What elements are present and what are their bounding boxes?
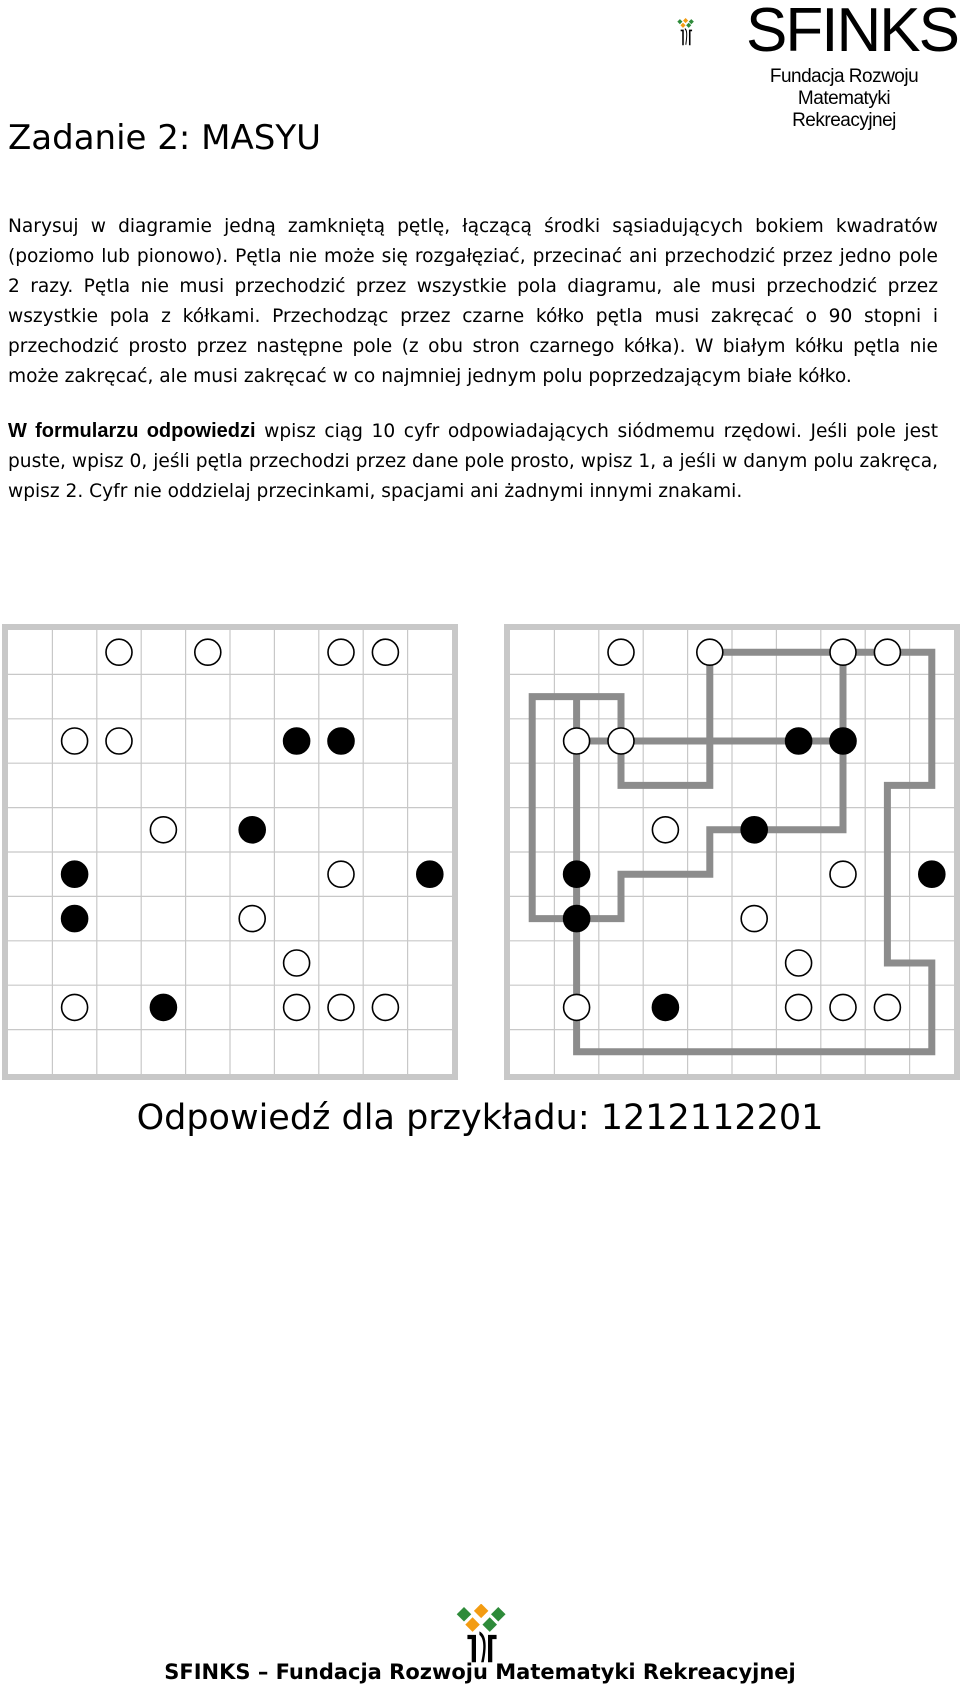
white-circle bbox=[830, 994, 856, 1020]
black-circle bbox=[62, 861, 88, 887]
page-title: Zadanie 2: MASYU bbox=[8, 118, 321, 158]
white-circle bbox=[830, 639, 856, 665]
white-circle bbox=[652, 817, 678, 843]
brand-name: SFINKS bbox=[746, 0, 958, 65]
black-circle bbox=[417, 861, 443, 887]
example-answer: Odpowiedź dla przykładu: 1212112201 bbox=[136, 1098, 824, 1138]
white-circle bbox=[830, 861, 856, 887]
black-circle bbox=[328, 728, 354, 754]
black-circle bbox=[62, 906, 88, 932]
white-circle bbox=[106, 728, 132, 754]
white-circle bbox=[328, 861, 354, 887]
brand-subtitle-line2: Matematyki Rekreacyjnej bbox=[792, 88, 896, 131]
sfinks-logo-icon bbox=[676, 4, 746, 60]
white-circle bbox=[786, 994, 812, 1020]
black-circle bbox=[150, 994, 176, 1020]
white-circle bbox=[62, 994, 88, 1020]
black-circle bbox=[830, 728, 856, 754]
answer-instructions-paragraph bbox=[8, 416, 938, 507]
white-circle bbox=[786, 950, 812, 976]
white-circle bbox=[372, 639, 398, 665]
white-circle bbox=[372, 994, 398, 1020]
white-circle bbox=[284, 994, 310, 1020]
black-circle bbox=[284, 728, 310, 754]
black-circle bbox=[564, 861, 590, 887]
sfinks-footer-logo-icon bbox=[452, 1604, 512, 1664]
white-circle bbox=[239, 906, 265, 932]
white-circle bbox=[195, 639, 221, 665]
black-circle bbox=[652, 994, 678, 1020]
answer-form-emphasis: W formularzu odpowiedzi bbox=[8, 420, 256, 442]
white-circle bbox=[328, 994, 354, 1020]
rules-paragraph: Narysuj w diagramie jedną zamkniętą pętlę, łączącą środki sąsiadujących bokiem kwadratów (poziomo lub pionowo). Pętla nie może się rozgałęziać, przecinać ani przechodzić przez jedno pole 2 razy. Pętla nie musi przechodzić przez wszystkie pola diagramu, ale musi przechodzić przez wszystkie pola z kółkami. Przechodząc przez czarne kółko pętla musi zakręcać o 90 stopni i przechodzić prosto przez następne pole (z obu stron czarnego kółka). W białym kółku pętla nie może zakręcać, ale musi zakręcać w co najmniej jednym polu poprzedzającym białe kółko. bbox=[8, 216, 938, 387]
white-circle bbox=[874, 994, 900, 1020]
white-circle bbox=[150, 817, 176, 843]
puzzle-board bbox=[2, 624, 458, 1080]
white-circle bbox=[328, 639, 354, 665]
solution-board bbox=[504, 624, 960, 1080]
black-circle bbox=[919, 861, 945, 887]
white-circle bbox=[106, 639, 132, 665]
footer-text: SFINKS – Fundacja Rozwoju Matematyki Rekreacyjnej bbox=[164, 1660, 796, 1684]
white-circle bbox=[564, 728, 590, 754]
black-circle bbox=[786, 728, 812, 754]
black-circle bbox=[239, 817, 265, 843]
white-circle bbox=[564, 994, 590, 1020]
white-circle bbox=[874, 639, 900, 665]
black-circle bbox=[564, 906, 590, 932]
white-circle bbox=[608, 728, 634, 754]
white-circle bbox=[697, 639, 723, 665]
white-circle bbox=[608, 639, 634, 665]
white-circle bbox=[284, 950, 310, 976]
black-circle bbox=[741, 817, 767, 843]
answer-instructions-text: wpisz ciąg 10 cyfr odpowiadających siódmemu rzędowi. Jeśli pole jest puste, wpisz 0, jeśli pętla przechodzi przez dane pole prosto, wpisz 1, a jeśli w danym polu zakręca, wpisz 2. Cyfr nie oddzielaj przecinkami, spacjami ani żadnymi innymi znakami. bbox=[8, 421, 938, 502]
white-circle bbox=[62, 728, 88, 754]
brand-subtitle bbox=[746, 66, 942, 132]
brand-subtitle-line1: Fundacja Rozwoju bbox=[769, 66, 919, 87]
white-circle bbox=[741, 906, 767, 932]
